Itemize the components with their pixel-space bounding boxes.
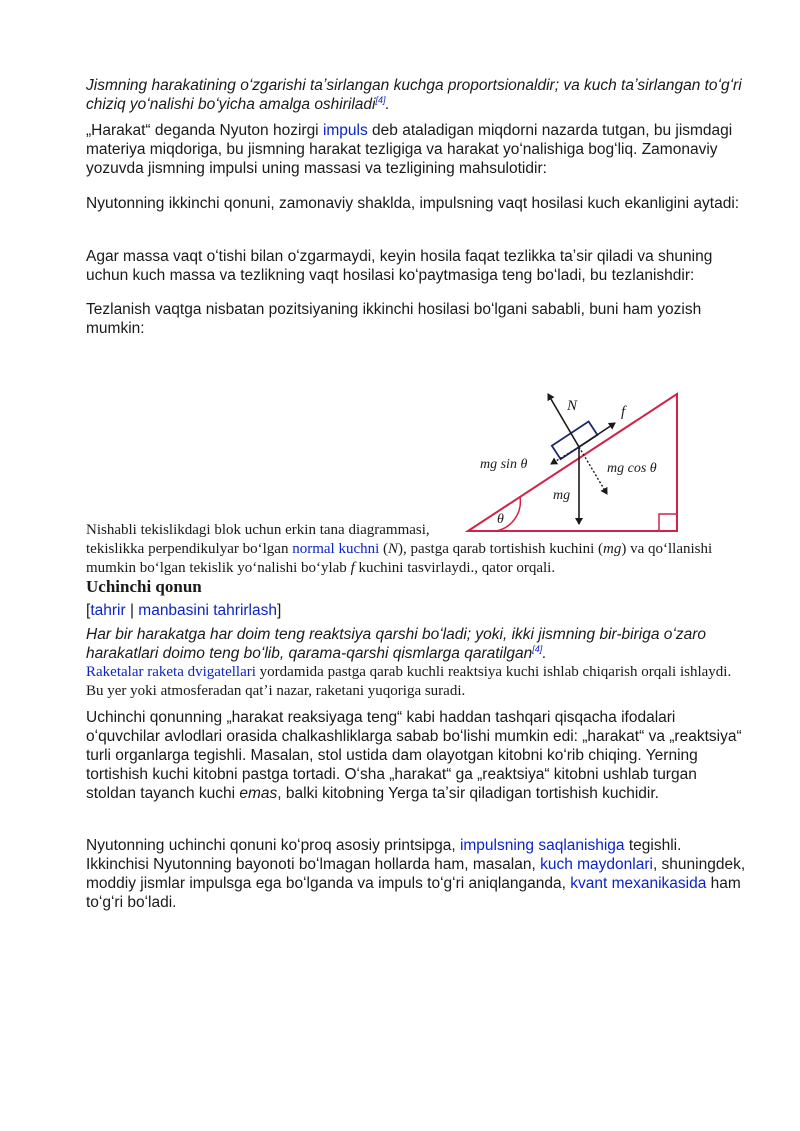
constant-mass-paragraph: Agar massa vaqt oʻtishi bilan oʻzgarmaydi, keyin hosila faqat tezlikka taʼsir qiladi va shuning uchun kuch massa va tezlikning vaqt hosilasi koʻpaytmasiga teng boʻladi, bu tezlanishdir: bbox=[86, 248, 713, 284]
action-reaction-paragraph bbox=[86, 708, 746, 803]
text: ham toʻgʻri boʻladi. bbox=[86, 875, 741, 911]
momentum-conservation-paragraph bbox=[86, 836, 746, 912]
bracket: ] bbox=[277, 602, 282, 619]
reference-link[interactable]: [4] bbox=[375, 95, 386, 105]
edit-source-link[interactable]: manbasini tahrirlash bbox=[138, 602, 277, 619]
edit-links bbox=[86, 601, 746, 620]
period: . bbox=[385, 96, 390, 113]
label-f: f bbox=[621, 404, 626, 420]
text: tegishli. Ikkinchisi Nyutonning bayonoti boʻlmagan hollarda ham, masalan, bbox=[86, 837, 682, 873]
rocket-paragraph bbox=[86, 663, 746, 701]
reference-link[interactable]: [4] bbox=[532, 644, 543, 654]
text: yordamida pastga qarab kuchli reaktsiya kuchi ishlab chiqarish orqali ishlaydi. Bu yer yoki atmosferadan qatʼi nazar, raketani yuqoriga suradi. bbox=[86, 664, 732, 699]
second-law-paragraph: Nyutonning ikkinchi qonuni, zamonaviy shaklda, impulsning vaqt hosilasi kuch ekanligini aytadi: bbox=[86, 195, 740, 212]
force-fields-link[interactable]: kuch maydonlari bbox=[540, 856, 653, 873]
mg-cos-arrow bbox=[579, 447, 607, 494]
text: deb ataladigan miqdorni nazarda tutgan, bu jismdagi materiya miqdoriga, bu jismning harakat tezligiga va harakat yoʻnalishiga bogʻliq. Zamonaviy yozuvda jismning impulsi uning massasi va tezligining mahsulotidir: bbox=[86, 122, 733, 177]
figure-caption bbox=[86, 540, 726, 578]
second-law-quote-text: Jismning harakatining oʻzgarishi taʼsirlangan kuchga proportsionaldir; va kuch taʼsirlangan toʻgʻri chiziq yoʻnalishi boʻyicha amalga oshiriladi bbox=[86, 77, 742, 113]
rocket-engines-link[interactable]: Raketalar raketa dvigatellari bbox=[86, 664, 256, 680]
text: kuchini tasvirlaydi., qator orqali. bbox=[354, 560, 556, 576]
label-mg-sin: mg sin θ bbox=[480, 457, 528, 472]
text: ) va qoʻllanishi mumkin boʻlgan tekislik yoʻnalishi boʻylab bbox=[86, 541, 713, 576]
label-theta: θ bbox=[497, 512, 504, 527]
third-law-quote bbox=[86, 625, 746, 663]
text: ( bbox=[379, 541, 389, 557]
impuls-link[interactable]: impuls bbox=[322, 122, 368, 139]
symbol-f: f bbox=[350, 560, 355, 576]
second-law-quote bbox=[86, 76, 746, 114]
period: . bbox=[542, 645, 547, 662]
text: , balki kitobning Yerga taʼsir qiladigan tortishish kuchidir. bbox=[277, 785, 659, 802]
emphasis: emas bbox=[239, 785, 278, 802]
symbol-mg: mg bbox=[603, 541, 622, 557]
quantum-mechanics-link[interactable]: kvant mexanikasida bbox=[570, 875, 707, 892]
section-heading-third-law: Uchinchi qonun bbox=[86, 577, 202, 596]
incline-diagram bbox=[464, 386, 690, 536]
momentum-conservation-link[interactable]: impulsning saqlanishiga bbox=[459, 837, 625, 854]
text: , shuningdek, moddiy jismlar impulsga ega boʻlganda va impuls toʻgʻri aniqlanganda, bbox=[86, 856, 746, 892]
symbol-N: N bbox=[388, 541, 399, 557]
bracket: [ bbox=[86, 602, 91, 619]
separator: | bbox=[125, 602, 139, 619]
acceleration-paragraph: Tezlanish vaqtga nisbatan pozitsiyaning ikkinchi hosilasi boʻlgani sababli, buni ham yozish mumkin: bbox=[86, 301, 702, 337]
label-mg: mg bbox=[553, 488, 571, 503]
text: „Harakat“ deganda Nyuton hozirgi bbox=[86, 122, 323, 139]
momentum-paragraph bbox=[86, 121, 746, 178]
text: Nyutonning uchinchi qonuni koʻproq asosiy printsipga, bbox=[86, 837, 460, 854]
label-mg-cos: mg cos θ bbox=[607, 461, 657, 476]
text: tekislikka perpendikulyar boʻlgan bbox=[86, 541, 293, 557]
edit-link[interactable]: tahrir bbox=[90, 602, 126, 619]
right-angle-marker bbox=[659, 514, 677, 531]
third-law-quote-text: Har bir harakatga har doim teng reaktsiya qarshi boʻladi; yoki, ikki jismning bir-biriga oʻzaro harakatlari doimo teng boʻlib, qarama-qarshi qismlarga qaratilgan bbox=[86, 626, 706, 662]
figure-caption-line1: Nishabli tekislikdagi blok uchun erkin tana diagrammasi, bbox=[86, 522, 430, 538]
text: ), pastga qarab tortishish kuchini ( bbox=[398, 541, 604, 557]
normal-force-link[interactable]: normal kuchni bbox=[292, 541, 380, 557]
friction-force-arrow bbox=[579, 423, 615, 447]
text: Uchinchi qonunning „harakat reaksiyaga teng“ kabi haddan tashqari qisqacha ifodalari oʻquvchilar avlodlari orasida chalkashliklarga sabab boʻlishi mumkin edi: „harakat“ va „reaktsiya“ turli organlarga tegishli. Masalan, stol ustida dam olayotgan kitobni koʻrib chiqing. Yerning tortishish kuchi kitobni pastga tortadi. Oʻsha „harakat“ ga „reaktsiya“ kitobni ushlab turgan stoldan tayanch kuchi bbox=[86, 709, 742, 802]
label-N: N bbox=[567, 398, 578, 414]
